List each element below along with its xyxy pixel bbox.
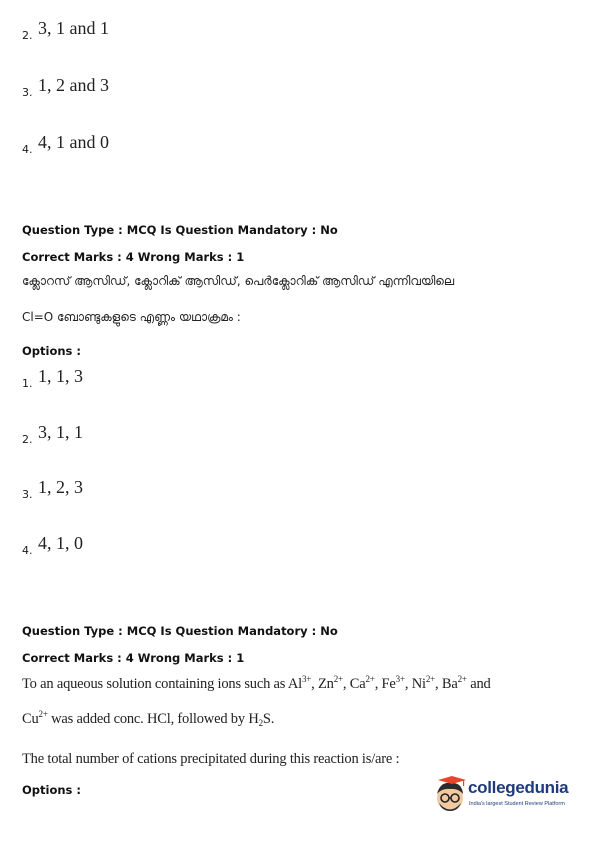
line-text: was added conc. HCl, followed by H [51, 711, 259, 727]
option-text: 1, 2, 3 [38, 477, 83, 497]
charge: 2+ [425, 674, 435, 684]
intro-text: To an aqueous solution containing ions such as Al [22, 676, 302, 692]
charge: 3+ [301, 674, 312, 684]
line-text-end: S. [262, 711, 275, 727]
subscript: 2 [258, 718, 263, 728]
option-number: 4. [22, 143, 33, 156]
ion-symbol: Ba [441, 676, 458, 692]
question-text-line-3: The total number of cations precipitated during this reaction is/are : [22, 751, 400, 767]
option-text: 3, 1 and 1 [38, 18, 109, 38]
charge: 2+ [365, 674, 375, 684]
question-marks-meta: Correct Marks : 4 Wrong Marks : 1 [22, 651, 245, 665]
ion-symbol: Ca [349, 676, 366, 692]
option-number: 2. [22, 433, 33, 446]
options-label: Options : [22, 783, 81, 797]
option-text: 4, 1, 0 [38, 533, 83, 553]
ion-symbol: Cu [22, 711, 39, 727]
options-label: Options : [22, 344, 81, 358]
option-3 [22, 75, 109, 99]
question-text-line-1: ക്ലോറസ് ആസിഡ്, ക്ലോറിക് ആസിഡ്, പെർക്ലോറിക് ആസിഡ് എന്നിവയിലെ [22, 274, 455, 288]
charge: 2+ [333, 674, 343, 684]
brand-tagline: India's largest Student Review Platform [469, 801, 565, 807]
option-text: 1, 1, 3 [38, 366, 83, 386]
charge: 2+ [38, 709, 48, 719]
option-4 [22, 132, 109, 156]
option-2 [22, 18, 109, 42]
option-2 [22, 422, 83, 446]
charge: 2+ [457, 674, 467, 684]
option-number: 2. [22, 29, 33, 42]
option-3 [22, 477, 83, 501]
question-marks-meta: Correct Marks : 4 Wrong Marks : 1 [22, 250, 245, 264]
question-type-meta: Question Type : MCQ Is Question Mandatory : No [22, 624, 338, 638]
option-number: 4. [22, 544, 33, 557]
option-number: 1. [22, 377, 33, 390]
ion-symbol: Zn [318, 676, 334, 692]
question-text-line-2: Cl=O ബോണ്ടുകളുടെ എണ്ണം യഥാക്രമം : [22, 310, 241, 324]
ion-symbol: Ni [411, 676, 426, 692]
question-text-line-1: To an aqueous solution containing ions such as $Al^{3+}$, $Zn^{2+}$, $Ca^{2+}$, $Fe^{3+}$, $Ni^{2+}$, $Ba^{2+}$ and [22, 674, 491, 692]
ion-symbol: Fe [381, 676, 396, 692]
question-type-meta: Question Type : MCQ Is Question Mandatory : No [22, 223, 338, 237]
option-4 [22, 533, 83, 557]
option-1 [22, 366, 83, 390]
question-text-line-2 [22, 711, 274, 728]
option-text: 1, 2 and 3 [38, 75, 109, 95]
option-number: 3. [22, 488, 33, 501]
charge: 3+ [395, 674, 405, 684]
option-number: 3. [22, 86, 33, 99]
option-text: 3, 1, 1 [38, 422, 83, 442]
brand-name: collegedunia [468, 778, 569, 797]
conjunction: and [470, 676, 491, 692]
option-text: 4, 1 and 0 [38, 132, 109, 152]
